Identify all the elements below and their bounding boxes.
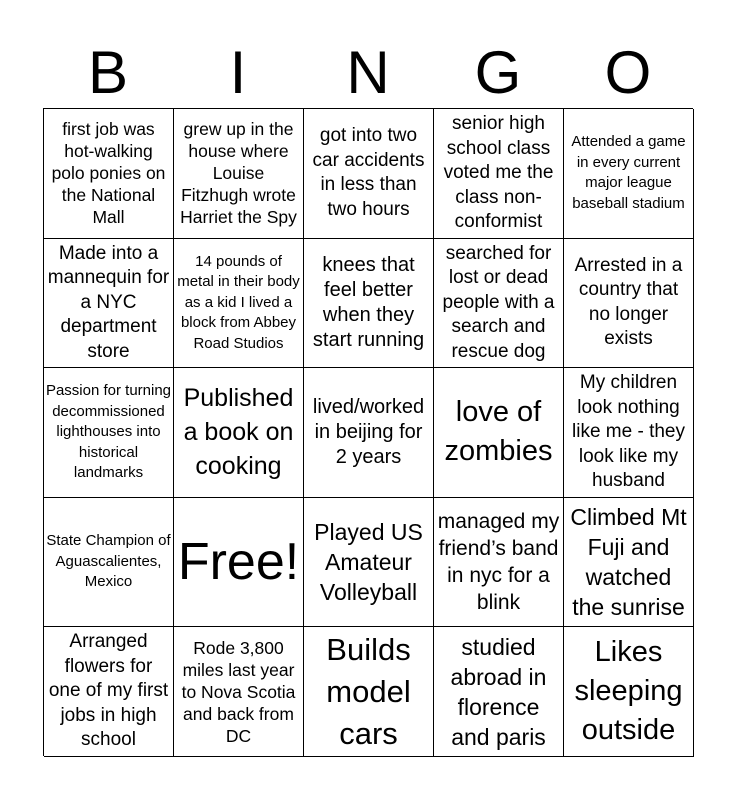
bingo-cell[interactable]: [174, 239, 304, 369]
bingo-cell-text: love of zombies: [444, 396, 553, 468]
free-space-label: Free!: [177, 533, 300, 592]
bingo-cell-text: Passion for turning decommissioned lighthouses into historical landmarks: [45, 382, 172, 482]
bingo-cell[interactable]: [174, 368, 304, 498]
bingo-cell[interactable]: [564, 368, 694, 498]
bingo-cell-text: State Champion of Aguascalientes, Mexico: [46, 532, 171, 591]
free-space[interactable]: [174, 498, 304, 628]
bingo-cell-text: Arranged flowers for one of my first jobs in high school: [48, 631, 169, 751]
bingo-grid: [43, 108, 693, 756]
bingo-cell[interactable]: [564, 109, 694, 239]
bingo-cell[interactable]: [44, 109, 174, 239]
header-letter-i: I: [229, 39, 247, 106]
bingo-cell[interactable]: [564, 627, 694, 757]
header-letter-o: O: [604, 39, 652, 106]
bingo-cell-text: lived/worked in beijing for 2 years: [312, 395, 425, 468]
bingo-cell-text: senior high school class voted me the class non-conformist: [443, 113, 554, 233]
bingo-cell[interactable]: [304, 109, 434, 239]
bingo-cell-text: Played US Amateur Volleyball: [314, 519, 423, 606]
bingo-cell[interactable]: [434, 627, 564, 757]
bingo-cell[interactable]: [434, 498, 564, 628]
bingo-cell[interactable]: [304, 239, 434, 369]
bingo-cell-text: first job was hot-walking polo ponies on the National Mall: [51, 119, 166, 228]
bingo-cell-text: Arrested in a country that no longer exists: [574, 254, 683, 350]
bingo-cell[interactable]: [564, 239, 694, 369]
bingo-cell[interactable]: [44, 627, 174, 757]
bingo-cell[interactable]: [44, 368, 174, 498]
bingo-cell-text: searched for lost or dead people with a search and rescue dog: [442, 242, 555, 362]
bingo-cell[interactable]: [564, 498, 694, 628]
bingo-cell[interactable]: [304, 627, 434, 757]
bingo-cell-text: Published a book on cooking: [183, 384, 294, 481]
bingo-cell-text: got into two car accidents in less than two hours: [312, 125, 425, 220]
header-letter-n: N: [346, 39, 390, 106]
bingo-cell[interactable]: [174, 627, 304, 757]
bingo-cell[interactable]: [44, 239, 174, 369]
bingo-cell[interactable]: [434, 368, 564, 498]
bingo-cell-text: knees that feel better when they start running: [312, 253, 425, 351]
bingo-cell-text: Builds model cars: [326, 631, 411, 751]
bingo-cell-text: studied abroad in florence and paris: [450, 633, 547, 750]
bingo-cell-text: Likes sleeping outside: [574, 636, 683, 747]
bingo-cell-text: Climbed Mt Fuji and watched the sunrise: [570, 504, 687, 621]
bingo-cell-text: Made into a mannequin for a NYC department store: [47, 242, 170, 362]
header-letter-g: G: [474, 39, 522, 106]
bingo-cell[interactable]: [304, 498, 434, 628]
bingo-cell-text: Rode 3,800 miles last year to Nova Scotia and back from DC: [181, 637, 296, 746]
bingo-cell-text: 14 pounds of metal in their body as a kid I lived a block from Abbey Road Studios: [177, 252, 300, 352]
bingo-cell[interactable]: [304, 368, 434, 498]
bingo-cell-text: My children look nothing like me - they look like my husband: [572, 372, 685, 492]
bingo-cell[interactable]: [174, 109, 304, 239]
header-letter-b: B: [87, 39, 129, 106]
bingo-cell-text: grew up in the house where Louise Fitzhugh wrote Harriet the Spy: [180, 119, 297, 228]
bingo-header: [43, 38, 693, 108]
bingo-cell-text: managed my friend’s band in nyc for a blink: [437, 510, 560, 615]
bingo-cell[interactable]: [434, 109, 564, 239]
bingo-cell-text: Attended a game in every current major league baseball stadium: [571, 133, 686, 212]
bingo-cell[interactable]: [44, 498, 174, 628]
bingo-cell[interactable]: [434, 239, 564, 369]
